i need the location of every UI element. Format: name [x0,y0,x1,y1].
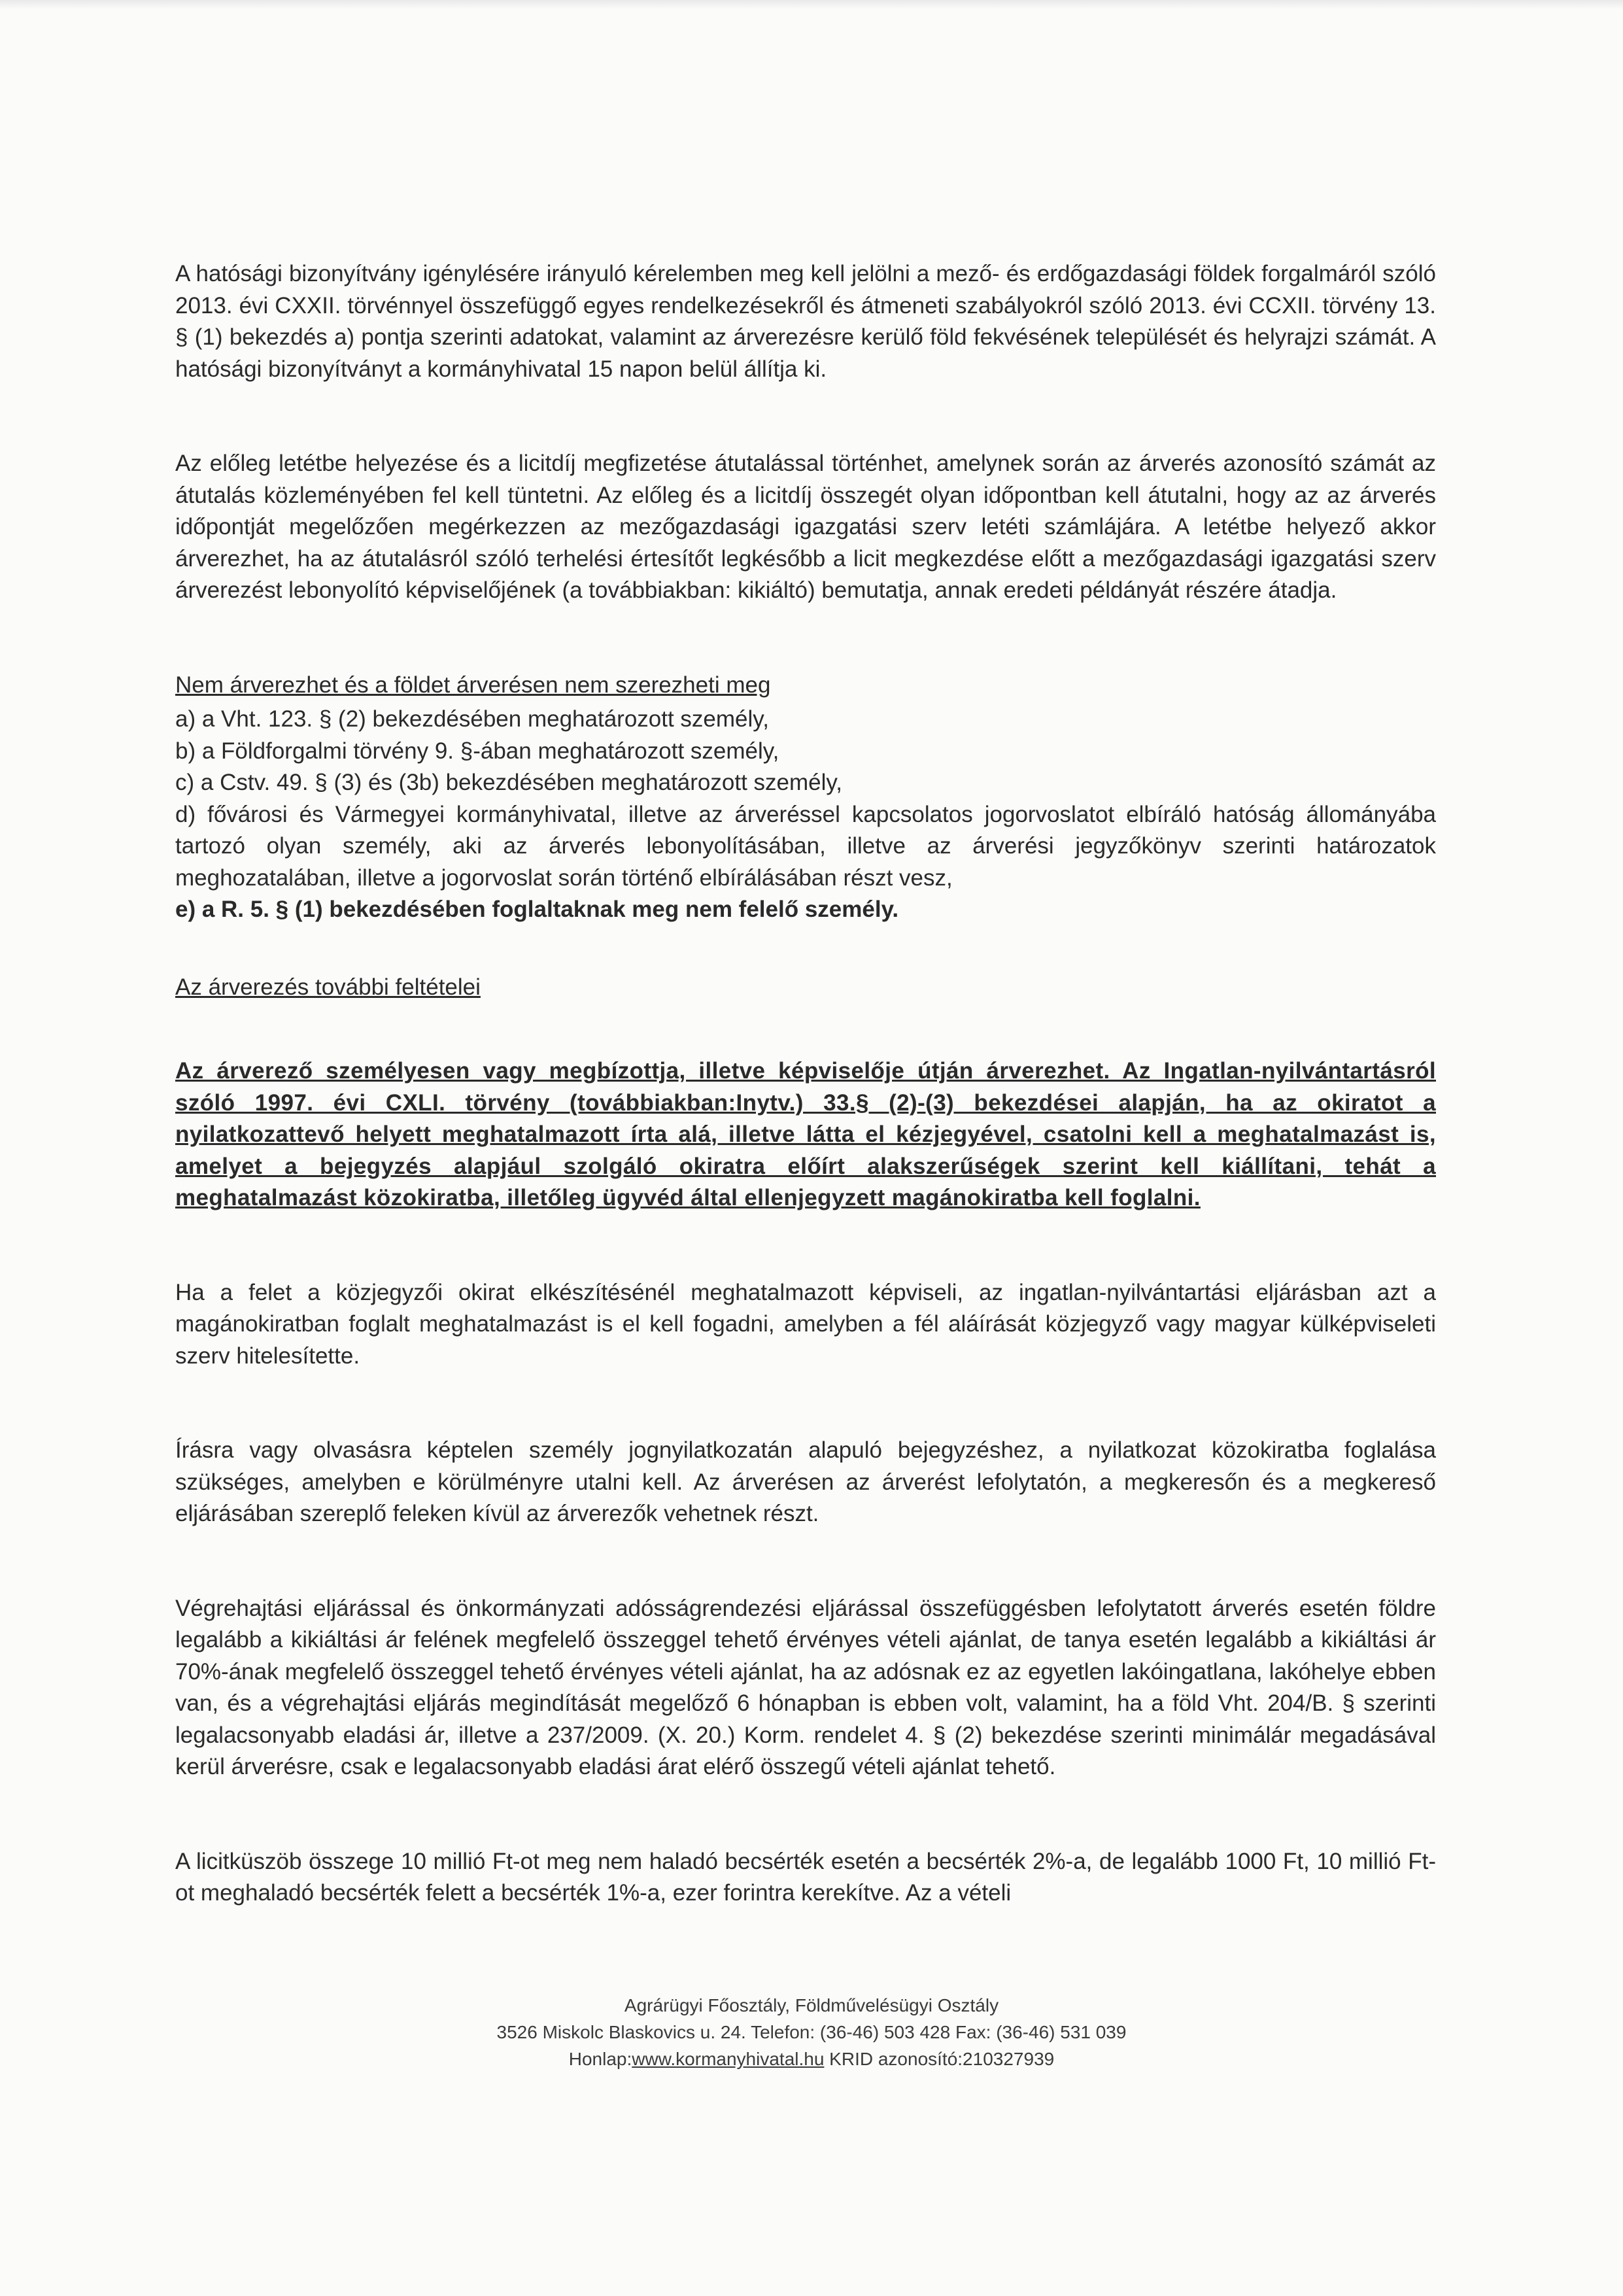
paragraph-certificate-request: A hatósági bizonyítvány igénylésére irányuló kérelemben meg kell jelölni a mező- és erdőgazdasági földek forgalmáról szóló 2013. évi CXXII. törvénnyel összefüggő egyes rendelkezésekről és átmeneti szabályokról szóló 2013. évi CCXII. törvény 13. § (1) bekezdés a) pontja szerinti adatokat, valamint az árverezésre kerülő föld fekvésének települését és helyrajzi számát. A hatósági bizonyítványt a kormányhivatal 15 napon belül állítja ki. [175,261,1436,382]
footer-address: 3526 Miskolc Blaskovics u. 24. Telefon: (36-46) 503 428 Fax: (36-46) 531 039 [496,2022,1127,2042]
paragraph-enforcement-auction: Végrehajtási eljárással és önkormányzati adósságrendezési eljárással összefüggésben lefolytatott árverés esetén földre legalább a kikiáltási ár felének megfelelő összeggel tehető érvényes vételi ajánlat, de tanya esetén legalább a kikiáltási ár 70%-ának megfelelő összeggel tehető érvényes vételi ajánlat, ha az adósnak ez az egyetlen lakóingatlana, lakóhelye ebben van, és a végrehajtási eljárás megindítását megelőző 6 hónapban is ebben volt, valamint, ha a föld Vht. 204/B. § szerinti legalacsonyabb eladási ár, illetve a 237/2009. (X. 20.) Korm. rendelet 4. § (2) bekezdése szerinti minimálár megadásával kerül árverésre, csak e legalacsonyabb eladási árat elérő összegű vételi ajánlat tehető. [175,1595,1436,1779]
paragraph-bid-threshold: A licitküszöb összege 10 millió Ft-ot meg nem haladó becsérték esetén a becsérték 2%-a, de legalább 1000 Ft, 10 millió Ft-ot meghaladó becsérték felett a becsérték 1%-a, ezer forintra kerekítve. Az a vételi [175,1848,1436,1906]
footer-krid: KRID azonosító:210327939 [824,2049,1055,2069]
list-item: b) a Földforgalmi törvény 9. §-ában meghatározott személy, [175,738,779,764]
paragraph-notary-representation: Ha a felet a közjegyzői okirat elkészítésénél meghatalmazott képviseli, az ingatlan-nyilvántartási eljárásban azt a magánokiratban foglalt meghatalmazást is el kell fogadni, amelyben a fél aláírását közjegyző vagy magyar külképviseleti szerv hitelesítette. [175,1279,1436,1369]
list-item: a) a Vht. 123. § (2) bekezdésében meghatározott személy, [175,706,769,732]
excluded-bidders-list [175,704,1436,926]
footer-website-line [0,2046,1623,2072]
page-footer [0,1992,1623,2072]
footer-website-label: Honlap: [568,2049,632,2069]
heading-further-conditions: Az árverezés további feltételei [175,974,481,1000]
scan-top-edge [0,0,1623,9]
footer-department: Agrárügyi Főosztály, Földművelésügyi Osztály [624,1995,999,2015]
heading-excluded-bidders: Nem árverezhet és a földet árverésen nem szerezheti meg [175,672,771,698]
list-item: c) a Cstv. 49. § (3) és (3b) bekezdésében meghatározott személy, [175,770,843,795]
paragraph-illiterate-persons: Írásra vagy olvasásra képtelen személy jognyilatkozatán alapuló bejegyzéshez, a nyilatkozat közokiratba foglalása szükséges, amelyben e körülményre utalni kell. Az árverésen az árverést lefolytatón, a megkeresőn és a megkereső eljárásában szereplő feleken kívül az árverezők vehetnek részt. [175,1437,1436,1526]
list-item: e) a R. 5. § (1) bekezdésében foglaltaknak meg nem felelő személy. [175,897,899,922]
footer-website-link[interactable]: www.kormanyhivatal.hu [632,2049,825,2069]
document-body [175,258,1436,1910]
paragraph-deposit-transfer: Az előleg letétbe helyezése és a licitdíj megfizetése átutalással történhet, amelynek során az árverés azonosító számát az átutalás közleményében fel kell tüntetni. Az előleg és a licitdíj összegét olyan időpontban kell átutalni, hogy az az árverés időpontját megelőzően megérkezzen az mezőgazdasági igazgatási szerv letéti számlájára. A letétbe helyező akkor árverezhet, ha az átutalásról szóló terhelési értesítőt legkésőbb a licit megkezdése előtt a mezőgazdasági igazgatási szerv árverezést lebonyolító képviselőjének (a továbbiakban: kikiáltó) bemutatja, annak eredeti példányát részére átadja. [175,451,1436,603]
list-item: d) fővárosi és Vármegyei kormányhivatal, illetve az árveréssel kapcsolatos jogorvoslatot elbíráló hatóság állományába tartozó olyan személy, aki az árverés lebonyolításában, illetve az árverési jegyzőkönyv szerinti határozatok meghozatalában, illetve a jogorvoslat során történő elbírálásában részt vesz, [175,801,1436,891]
paragraph-power-of-attorney: Az árverező személyesen vagy megbízottja, illetve képviselője útján árverezhet. Az Ingatlan-nyilvántartásról szóló 1997. évi CXLI. törvény (továbbiakban:Inytv.) 33.§ (2)-(3) bekezdései alapján, ha az okiratot a nyilatkozattevő helyett meghatalmazott írta alá, illetve látta el kézjegyével, csatolni kell a meghatalmazást is, amelyet a bejegyzés alapjául szolgáló okiratra előírt alakszerűségek szerint kell kiállítani, tehát a meghatalmazást közokiratba, illetőleg ügyvéd által ellenjegyzett magánokiratba kell foglalni. [175,1058,1436,1210]
